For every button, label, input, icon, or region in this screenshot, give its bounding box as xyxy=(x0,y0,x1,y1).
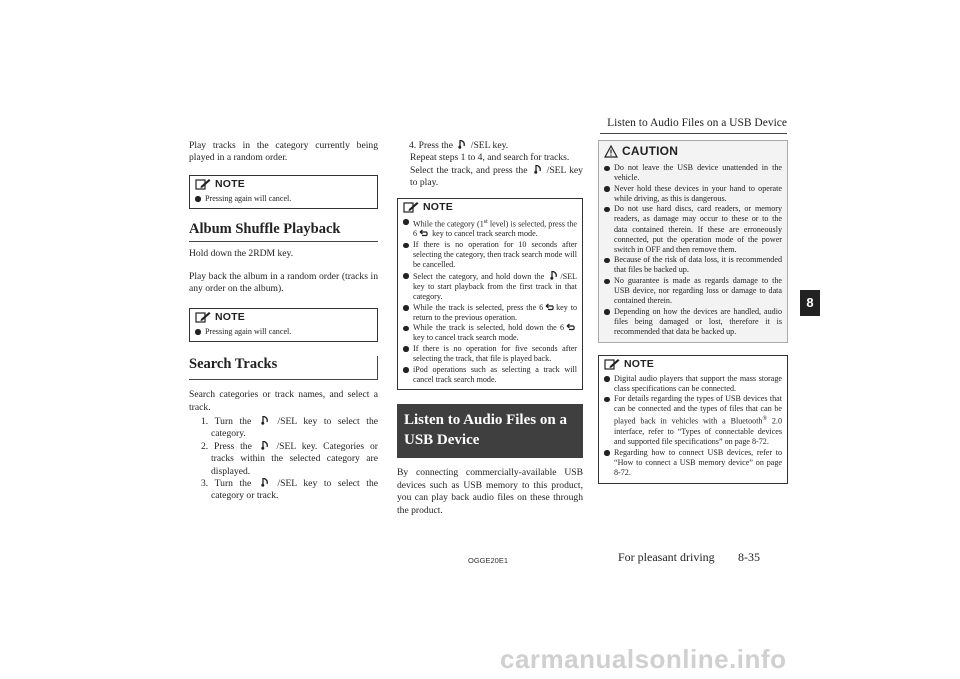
note-pencil-icon xyxy=(403,201,419,213)
return-arrow-icon xyxy=(419,229,428,237)
note-item xyxy=(604,374,782,394)
step-text: /SEL key. xyxy=(470,140,509,151)
caution-item: Because of the risk of data loss, it is recommended that files be backed up. xyxy=(604,255,782,275)
note-box-4 xyxy=(598,355,788,484)
search-tracks-heading: Search Tracks xyxy=(189,356,378,380)
note-box-2 xyxy=(189,308,378,343)
caution-item: Do not leave the USB device unattended in the vehicle. xyxy=(604,163,782,183)
album-para-1: Hold down the 2RDM key. xyxy=(189,248,294,260)
note-text: /SEL key to start playback from the first track in that category. xyxy=(413,271,577,301)
note-item: Pressing again will cancel. xyxy=(195,327,372,337)
step-text: /SEL key. Categories or tracks within the selected category are displayed. xyxy=(211,440,378,477)
page-number: 8-35 xyxy=(738,550,760,564)
shuffle-intro: Play tracks in the category currently being played in a random order. xyxy=(189,140,378,164)
caution-item: Depending on how the devices are handled, audio files being damaged or lost, therefore it is recommended that data be backed up. xyxy=(604,307,782,337)
caution-item: No guarantee is made as regards damage to the USB device, nor regarding loss or damage to data contained therein. xyxy=(604,276,782,306)
note-label: NOTE xyxy=(215,177,245,190)
note-pencil-icon xyxy=(195,311,211,323)
note-text: 2.0 interface, refer to “Types of connectable devices and supported file specifications” on page 8-72. xyxy=(614,417,782,447)
note-item xyxy=(403,323,577,343)
note-text: While the category (1 xyxy=(413,219,484,229)
tune-knob-icon xyxy=(534,165,542,174)
step-text: Press the xyxy=(418,140,453,151)
note-sup: st xyxy=(483,218,488,225)
caution-item: Do not use hard discs, card readers, or memory readers, as damage may occur to these or to the data contained therein. If these are erroneously connected, put the operation mode of the power switch in OFF and then remove them. xyxy=(604,204,782,254)
note-text: While the track is selected, hold down the 6 xyxy=(413,323,564,333)
note-header xyxy=(190,309,377,325)
note-text: If there is no operation for 10 seconds after selecting the category, then track search mode will be cancelled. xyxy=(413,240,577,270)
note-sup: ® xyxy=(762,416,768,423)
step-text: Select the track, and press the xyxy=(410,164,528,176)
note-text: iPod operations such as selecting a track will cancel track search mode. xyxy=(413,364,577,384)
note-header xyxy=(398,199,582,215)
note-item xyxy=(403,240,577,270)
note-list xyxy=(599,372,787,483)
note-text: level) is selected, press the 6 xyxy=(413,219,577,239)
step-item xyxy=(189,416,378,441)
column-3 xyxy=(598,140,788,484)
search-steps-cont xyxy=(397,140,583,152)
search-steps xyxy=(189,416,378,503)
note-item xyxy=(403,271,577,302)
step-number: 1. xyxy=(201,416,209,428)
watermark: carmanualsonline.info xyxy=(500,644,787,674)
warning-triangle-icon xyxy=(604,145,618,158)
note-label: NOTE xyxy=(624,357,654,370)
note-item xyxy=(604,394,782,447)
album-shuffle-heading: Album Shuffle Playback xyxy=(189,221,378,242)
step-text: /SEL key to select the category. xyxy=(211,416,379,440)
note-item xyxy=(403,303,577,323)
note-text: key to return to the previous operation. xyxy=(413,302,577,322)
step-text: Turn the xyxy=(214,478,252,490)
note-list xyxy=(190,325,377,342)
note-item xyxy=(403,217,577,240)
caution-label: CAUTION xyxy=(622,144,679,158)
return-arrow-icon xyxy=(545,303,554,311)
note-item xyxy=(403,344,577,364)
note-pencil-icon xyxy=(604,358,620,370)
note-list xyxy=(190,192,377,209)
caution-list xyxy=(599,161,787,342)
note-text: For details regarding the types of USB devices that can be connected and the types of files that can be played back in vehicles with a Bluetooth xyxy=(614,394,782,427)
return-arrow-icon xyxy=(566,323,575,331)
tune-knob-icon xyxy=(261,441,269,450)
note-text: key to cancel track search mode. xyxy=(430,229,538,239)
note-label: NOTE xyxy=(423,200,453,213)
document-code: OGGE20E1 xyxy=(468,556,509,565)
column-2 xyxy=(397,140,583,517)
chapter-tab: 8 xyxy=(800,290,820,316)
step-text: Press the xyxy=(214,440,252,452)
note-header xyxy=(190,176,377,192)
note-label: NOTE xyxy=(215,310,245,323)
search-para: Search categories or track names, and select a track. xyxy=(189,389,378,413)
caution-item: Never hold these devices in your hand to operate while driving, as this is dangerous. xyxy=(604,184,782,204)
tune-knob-icon xyxy=(458,140,466,149)
tune-knob-icon xyxy=(550,271,558,280)
note-list xyxy=(398,215,582,390)
step-text: /SEL key to play. xyxy=(410,164,583,189)
step-continuation xyxy=(397,165,583,190)
step-number: 2. xyxy=(201,440,209,452)
step-text: /SEL key to select the category or track. xyxy=(211,478,379,502)
note-box-1 xyxy=(189,175,378,210)
header-rule xyxy=(600,133,787,134)
note-header xyxy=(599,356,787,372)
note-text: If there is no operation for five seconds after selecting the track, that file is played back. xyxy=(413,343,577,364)
caution-box xyxy=(598,140,788,343)
section-banner: Listen to Audio Files on a USB Device xyxy=(397,404,583,458)
note-text: Select the category, and hold down the xyxy=(413,271,545,281)
note-text: Digital audio players that support the mass storage class specifications can be connected. xyxy=(614,373,782,393)
step-text: Turn the xyxy=(214,416,252,428)
note-item: Pressing again will cancel. xyxy=(195,194,372,204)
step-number: 4. xyxy=(409,140,417,151)
note-text: Regarding how to connect USB devices, refer to “How to connect a USB memory device” on page 8-72. xyxy=(614,447,782,478)
step-number: 3. xyxy=(201,478,209,490)
footer-section-title: For pleasant driving xyxy=(618,550,715,564)
tune-knob-icon xyxy=(261,416,269,425)
step-continuation: Repeat steps 1 to 4, and search for tracks. xyxy=(410,152,570,164)
note-item xyxy=(403,365,577,385)
column-1 xyxy=(189,140,378,503)
note-item xyxy=(604,448,782,478)
usb-intro-para: By connecting commercially-available USB devices such as USB memory to this product, you can play back audio files on these through the product. xyxy=(397,467,583,516)
step-item xyxy=(397,140,583,152)
caution-header xyxy=(599,141,787,161)
note-pencil-icon xyxy=(195,178,211,190)
album-para-2: Play back the album in a random order (tracks in any order on the album). xyxy=(189,270,378,295)
tune-knob-icon xyxy=(261,478,269,487)
step-item xyxy=(189,478,378,503)
step-item xyxy=(189,441,378,478)
note-text: key to cancel track search mode. xyxy=(413,333,519,343)
note-text: While the track is selected, press the 6 xyxy=(413,302,544,312)
note-box-3 xyxy=(397,198,583,391)
running-header: Listen to Audio Files on a USB Device xyxy=(607,117,787,129)
